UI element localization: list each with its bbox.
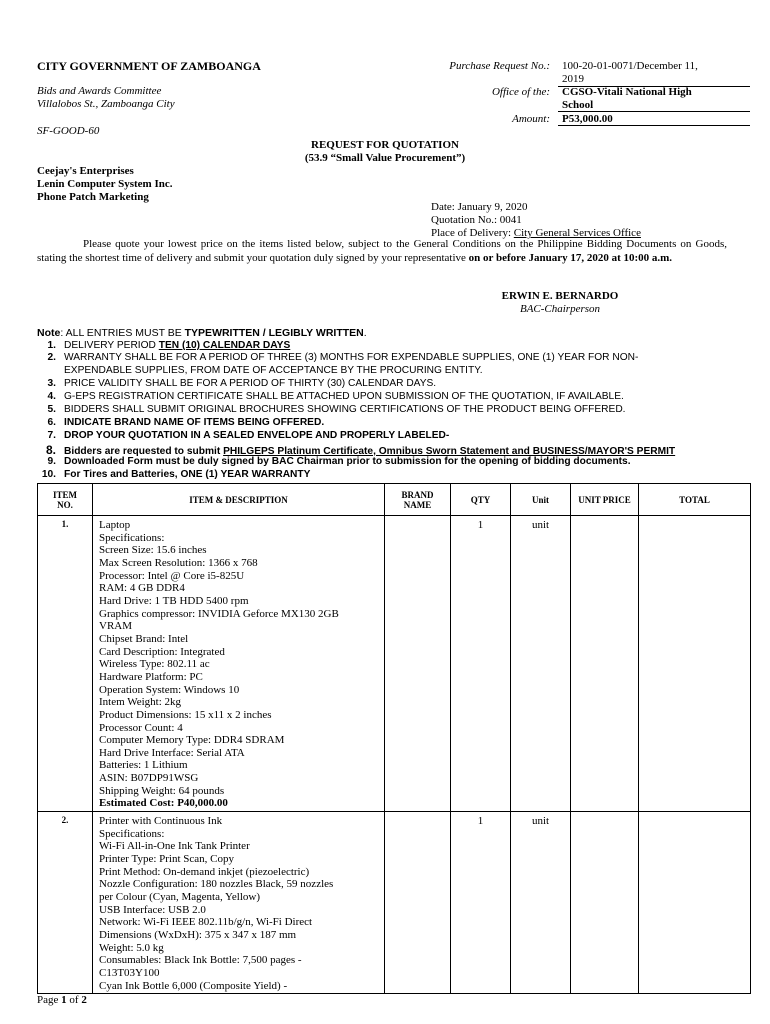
item-brand [385, 516, 451, 812]
note-text: Bidders are requested to submit [64, 446, 224, 457]
item-number: 2. [38, 812, 93, 994]
body-text: Please quote your lowest price on the items listed below, subject to the General Conditions on the Philippine Bidding Documents on Goods, stating the shortest time of delivery and submit your quotation duly signed by your representative [37, 238, 727, 264]
amount-value: P53,000.00 [562, 113, 613, 125]
note-item-8 [37, 443, 675, 457]
note-text: DELIVERY PERIOD [64, 340, 159, 351]
note-emphasis: PHILGEPS Platinum Certificate, Omnibus Sworn Statement and BUSINESS/MAYOR'S PERMIT [223, 446, 676, 457]
item-unit-price [571, 516, 639, 812]
note-num: 6. [47, 417, 56, 428]
note-text: PRICE VALIDITY SHALL BE FOR A PERIOD OF THIRTY (30) CALENDAR DAYS. [64, 378, 437, 389]
form-code: SF-GOOD-60 [37, 125, 100, 137]
item-unit-price [571, 812, 639, 994]
item-description: Laptop Specifications: Screen Size: 15.6 inches Max Screen Resolution: 1366 x 768 Processor: Intel @ Core i5-825U RAM: 4 GB DDR4 Hard Drive: 1 TB HDD 5400 rpm Graphics compressor: INVIDIA Geforce MX130 2GB VRAM Chipset Brand: Intel Card Description: Integrated Wireless Type: 802.11 ac Hardware Platform: PC Operation System: Windows 10 Intem Weight: 2kg Product Dimensions: 15 x11 x 2 inches Processor Count: 4 Computer Memory Type: DDR4 SDRAM Hard Drive Interface: Serial ATA Batteries: 1 Lithium ASIN: B07DP91WSG Shipping Weight: 64 pounds Estimated Cost: P40,000.00 [93, 516, 385, 812]
bidder-2: Lenin Computer System Inc. [37, 178, 173, 190]
document-subtitle: (53.9 “Small Value Procurement”) [304, 152, 466, 164]
col-header-brand: BRAND NAME [385, 484, 451, 516]
quotation-date: Date: January 9, 2020 [431, 201, 528, 213]
note-item-7 [37, 430, 449, 441]
note-num: 4. [47, 391, 56, 402]
signatory-title: BAC-Chairperson [519, 303, 601, 315]
note-text: G-EPS REGISTRATION CERTIFICATE SHALL BE ATTACHED UPON SUBMISSION OF THE QUOTATION, IF AVAILABLE. [64, 391, 624, 402]
note-text: DROP YOUR QUOTATION IN A SEALED ENVELOPE AND PROPERLY LABELED- [64, 430, 450, 441]
note-label: Note [37, 327, 61, 339]
bidder-1: Ceejay's Enterprises [37, 165, 134, 177]
note-num: 10. [41, 469, 56, 480]
note-item-2 [37, 352, 638, 363]
note-item-1 [37, 340, 290, 351]
col-header-unit-price: UNIT PRICE [571, 484, 639, 516]
pr-value-line2: 2019 [562, 73, 584, 85]
note-item-9 [37, 456, 631, 467]
note-num: 9. [47, 456, 56, 467]
body-paragraph [37, 238, 727, 265]
note-text: For Tires and Batteries, ONE (1) YEAR WARRANTY [64, 469, 311, 480]
signatory-name: ERWIN E. BERNARDO [501, 290, 619, 302]
committee-name: Bids and Awards Committee [37, 85, 162, 97]
note-item-2-cont: EXPENDABLE SUPPLIES, FROM DATE OF ACCEPTANCE BY THE PROCURING ENTITY. [64, 365, 483, 376]
bidder-3: Phone Patch Marketing [37, 191, 149, 203]
items-table [37, 483, 751, 994]
quotation-number: Quotation No.: 0041 [431, 214, 522, 226]
note-num: 3. [47, 378, 56, 389]
office-value-line1: CGSO-Vitali National High [562, 86, 692, 98]
office-rule [558, 111, 750, 112]
col-header-total: TOTAL [639, 484, 751, 516]
note-num: 5. [47, 404, 56, 415]
table-row [38, 812, 751, 994]
note-item-5 [37, 404, 626, 415]
office-value-line2: School [562, 99, 594, 111]
amount-label: Amount: [512, 113, 550, 125]
item-brand [385, 812, 451, 994]
item-qty: 1 [451, 516, 511, 812]
delivery-label: Place of Delivery: [431, 227, 514, 239]
note-text: INDICATE BRAND NAME OF ITEMS BEING OFFERED. [64, 417, 325, 428]
submission-deadline: on or before January 17, 2020 at 10:00 a.m. [468, 251, 673, 264]
delivery-place: City General Services Office [513, 227, 641, 239]
note-num: 8. [45, 443, 56, 457]
item-total [639, 812, 751, 994]
item-unit: unit [511, 812, 571, 994]
item-unit: unit [511, 516, 571, 812]
item-total [639, 516, 751, 812]
pr-value-line1: 100-20-01-0071/December 11, [562, 60, 698, 72]
table-row [38, 516, 751, 812]
col-header-unit: Unit [511, 484, 571, 516]
office-label: Office of the: [491, 86, 550, 98]
note-text: : ALL ENTRIES MUST BE [60, 327, 185, 339]
note-end: . [363, 327, 367, 339]
item-qty: 1 [451, 812, 511, 994]
note-item-4 [37, 391, 624, 402]
page-number: Page 1 of 2 [37, 994, 87, 1006]
table-header-row [38, 484, 751, 516]
note-text: BIDDERS SHALL SUBMIT ORIGINAL BROCHURES SHOWING CERTIFICATIONS OF THE PRODUCT BEING OFFERED. [64, 404, 626, 415]
note-item-3 [37, 378, 436, 389]
note-num: 1. [47, 340, 56, 351]
note-emphasis: TYPEWRITTEN / LEGIBLY WRITTEN [184, 327, 364, 339]
col-header-item-no: ITEM NO. [38, 484, 93, 516]
note-item-6 [37, 417, 324, 428]
col-header-qty: QTY [451, 484, 511, 516]
note-item-10 [37, 469, 310, 480]
document-title: REQUEST FOR QUOTATION [311, 139, 459, 151]
note-emphasis: TEN (10) CALENDAR DAYS [158, 340, 291, 351]
note-text: Downloaded Form must be duly signed by BAC Chairman prior to submission for the opening of bidding documents. [64, 456, 631, 467]
pr-label: Purchase Request No.: [449, 60, 550, 72]
amount-rule [558, 125, 750, 126]
item-number: 1. [38, 516, 93, 812]
note-text: WARRANTY SHALL BE FOR A PERIOD OF THREE (3) MONTHS FOR EXPENDABLE SUPPLIES, ONE (1) YEAR FOR NON- [64, 352, 639, 363]
item-description: Printer with Continuous Ink Specifications: Wi-Fi All-in-One Ink Tank Printer Printer Type: Print Scan, Copy Print Method: On-demand inkjet (piezoelectric) Nozzle Configuration: 180 nozzles Black, 59 nozzles per Colour (Cyan, Magenta, Yellow) USB Interface: USB 2.0 Network: Wi-Fi IEEE 802.11b/g/n, Wi-Fi Direct Dimensions (WxDxH): 375 x 347 x 187 mm Weight: 5.0 kg Consumables: Black Ink Bottle: 7,500 pages - C13T03Y100 Cyan Ink Bottle 6,000 (Composite Yield) - [93, 812, 385, 994]
note-num: 7. [47, 430, 56, 441]
note-num: 2. [47, 352, 56, 363]
col-header-description: ITEM & DESCRIPTION [93, 484, 385, 516]
estimated-cost: Estimated Cost: P40,000.00 [99, 797, 228, 810]
government-name: CITY GOVERNMENT OF ZAMBOANGA [37, 59, 261, 73]
note-line [37, 327, 367, 339]
committee-address: Villalobos St., Zamboanga City [37, 98, 175, 110]
